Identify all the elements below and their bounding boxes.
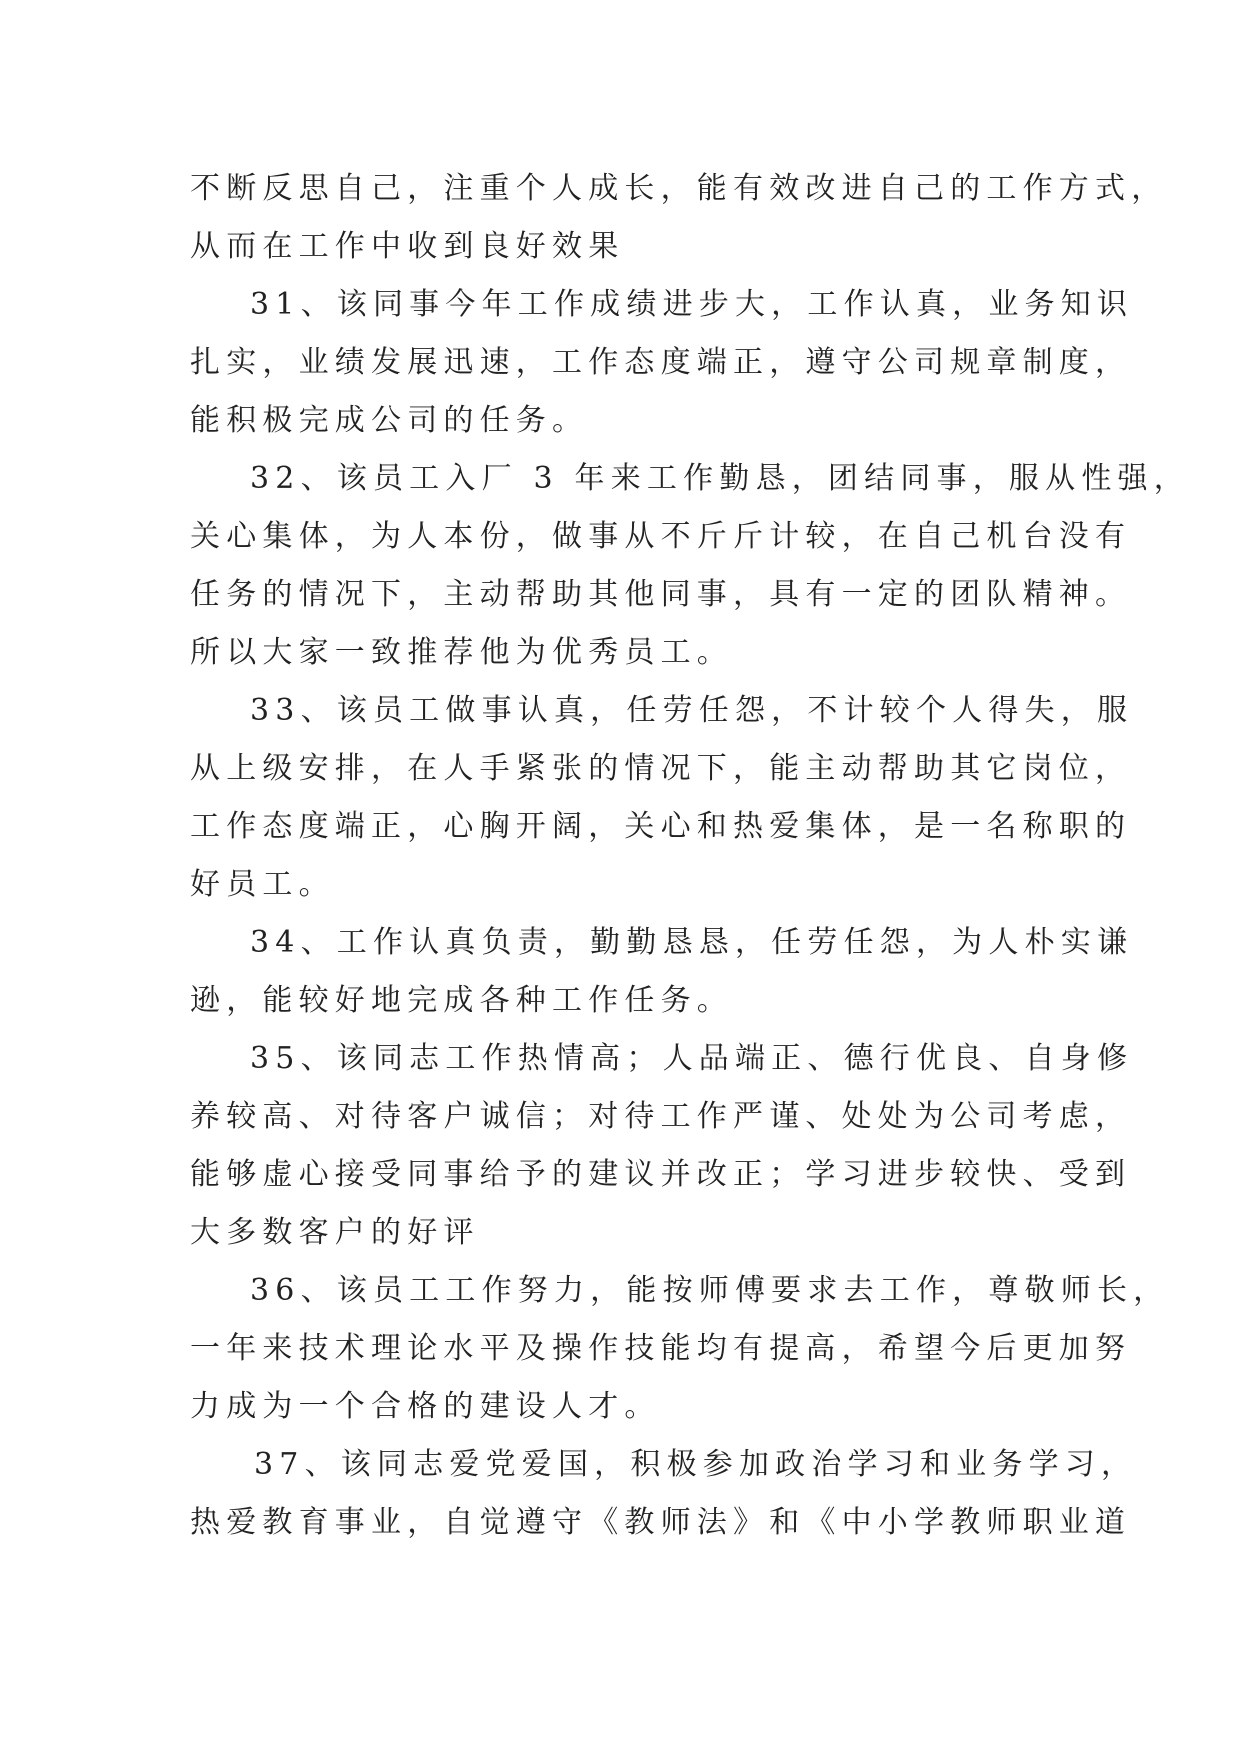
text-line: 不断反思自己，注重个人成长，能有效改进自己的工作方式， [190, 171, 1168, 206]
paragraph-item-33 [190, 682, 1134, 914]
text-line: 一年来技术理论水平及操作技能均有提高，希望今后更加努 [190, 1331, 1132, 1366]
text-line: 能够虚心接受同事给予的建议并改正；学习进步较快、受到 [190, 1157, 1132, 1192]
paragraph-continuation [190, 160, 1168, 276]
text-line: 养较高、对待客户诚信；对待工作严谨、处处为公司考虑， [190, 1099, 1132, 1134]
text-line: 31、该同事今年工作成绩进步大，工作认真，业务知识 [250, 287, 1134, 322]
text-line: 能积极完成公司的任务。 [190, 403, 589, 438]
text-line: 关心集体，为人本份，做事从不斤斤计较，在自己机台没有 [190, 519, 1132, 554]
text-line: 从上级安排，在人手紧张的情况下，能主动帮助其它岗位， [190, 751, 1132, 786]
text-line: 32、该员工入厂 3 年来工作勤恳，团结同事，服从性强， [250, 461, 1190, 496]
paragraph-item-32 [190, 450, 1190, 682]
text-line: 33、该员工做事认真，任劳任怨，不计较个人得失，服 [250, 693, 1134, 728]
text-line: 35、该同志工作热情高；人品端正、德行优良、自身修 [250, 1041, 1134, 1076]
text-line: 34、工作认真负责，勤勤恳恳，任劳任怨，为人朴实谦 [250, 925, 1134, 960]
paragraph-item-36 [190, 1262, 1170, 1436]
document-page [190, 160, 1190, 1552]
text-line: 36、该员工工作努力，能按师傅要求去工作，尊敬师长， [250, 1273, 1170, 1308]
text-line: 扎实，业绩发展迅速，工作态度端正，遵守公司规章制度， [190, 345, 1132, 380]
paragraph-item-31 [190, 276, 1134, 450]
text-line: 37、该同志爱党爱国，积极参加政治学习和业务学习， [254, 1447, 1138, 1482]
text-line: 力成为一个合格的建设人才。 [190, 1389, 661, 1424]
paragraph-item-37 [190, 1436, 1138, 1552]
paragraph-item-34 [190, 914, 1134, 1030]
text-line: 热爱教育事业，自觉遵守《教师法》和《中小学教师职业道 [190, 1505, 1132, 1540]
text-line: 所以大家一致推荐他为优秀员工。 [190, 635, 733, 670]
text-line: 大多数客户的好评 [190, 1215, 480, 1250]
text-line: 任务的情况下，主动帮助其他同事，具有一定的团队精神。 [190, 577, 1132, 612]
text-line: 工作态度端正，心胸开阔，关心和热爱集体，是一名称职的 [190, 809, 1132, 844]
paragraph-item-35 [190, 1030, 1134, 1262]
text-line: 逊，能较好地完成各种工作任务。 [190, 983, 733, 1018]
text-line: 好员工。 [190, 867, 335, 902]
text-line: 从而在工作中收到良好效果 [190, 229, 625, 264]
